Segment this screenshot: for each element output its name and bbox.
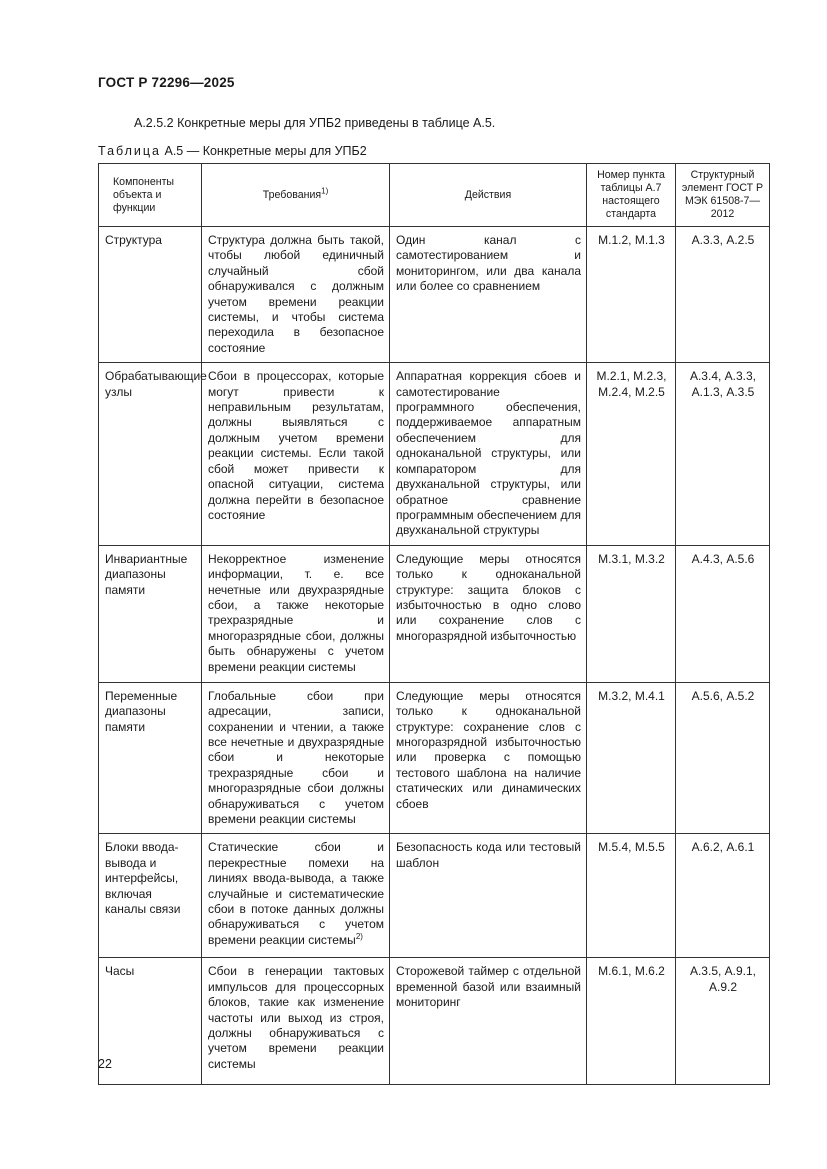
cell-clause: М.6.1, М.6.2	[587, 958, 676, 1085]
cell-component: Структура	[99, 227, 202, 363]
table-row	[99, 545, 770, 682]
measures-table	[98, 163, 770, 1085]
cell-clause: М.5.4, М.5.5	[587, 834, 676, 958]
cell-requirement: Сбои в процессорах, которые могут привести к неправильным результатам, должны выявляться с должным учетом времени реакции системы. Если такой сбой может привести к опасной ситуации, система должна перейти в безопасное состояние	[202, 363, 390, 545]
footnote-marker: 2)	[355, 931, 363, 941]
table-row	[99, 227, 770, 363]
cell-action: Следующие меры относятся только к одноканальной структуре: сохранение слов с многоразрядной избыточностью или проверка с помощью тестового шаблона на наличие статических или динамических сбоев	[390, 682, 587, 834]
document-code: ГОСТ Р 72296—2025	[98, 75, 235, 90]
intro-paragraph: А.2.5.2 Конкретные меры для УПБ2 приведены в таблице А.5.	[134, 116, 496, 130]
requirement-text: Статические сбои и перекрестные помехи на линиях ввода-вывода, а также случайные и систематические сбои в потоке данных должны обнаруживаться с учетом времени реакции системы	[208, 840, 384, 947]
page-number: 22	[98, 1057, 112, 1071]
cell-requirement: Структура должна быть такой, чтобы любой единичный случайный сбой обнаруживался с должным учетом времени реакции системы, и чтобы система переходила в безопасное состояние	[202, 227, 390, 363]
cell-action: Один канал с самотестированием и мониторингом, или два канала или более со сравнением	[390, 227, 587, 363]
cell-element: А.6.2, А.6.1	[676, 834, 770, 958]
cell-action: Безопасность кода или тестовый шаблон	[390, 834, 587, 958]
cell-requirement: Сбои в генерации тактовых импульсов для процессорных блоков, такие как изменение частоты или выход из строя, должны обнаруживаться с учетом времени реакции системы	[202, 958, 390, 1085]
table-row	[99, 682, 770, 834]
cell-clause: М.3.2, М.4.1	[587, 682, 676, 834]
cell-clause: М.3.1, М.3.2	[587, 545, 676, 682]
table-row	[99, 363, 770, 545]
caption-word: Таблица	[98, 144, 162, 158]
cell-clause: М.1.2, М.1.3	[587, 227, 676, 363]
footnote-marker: 1)	[321, 185, 329, 195]
cell-element: А.5.6, А.5.2	[676, 682, 770, 834]
cell-component: Блоки ввода-вывода и интерфейсы, включая каналы связи	[99, 834, 202, 958]
header-actions: Действия	[390, 164, 587, 227]
header-structural-element: Структурный элемент ГОСТ Р МЭК 61508-7—2012	[676, 164, 770, 227]
cell-requirement: Некорректное изменение информации, т. е. все нечетные или двухразрядные сбои, а также некоторые трехразрядные и многоразрядные сбои, должны быть обнаружены с учетом времени реакции системы	[202, 545, 390, 682]
cell-element: А.3.3, А.2.5	[676, 227, 770, 363]
table-caption	[98, 144, 367, 158]
header-requirements-label: Требования	[262, 188, 322, 201]
cell-component: Переменные диапазоны памяти	[99, 682, 202, 834]
cell-clause: М.2.1, М.2.3, М.2.4, М.2.5	[587, 363, 676, 545]
cell-component: Инвариантные диапазоны памяти	[99, 545, 202, 682]
cell-action: Сторожевой таймер с отдельной временной базой или взаимный мониторинг	[390, 958, 587, 1085]
cell-element: А.4.3, А.5.6	[676, 545, 770, 682]
table-row	[99, 834, 770, 958]
header-requirements	[202, 164, 390, 227]
header-clause-no: Номер пункта таблицы А.7 настоящего стандарта	[587, 164, 676, 227]
cell-action: Аппаратная коррекция сбоев и самотестирование программного обеспечения, поддерживаемое аппаратным обеспечением для одноканальной структуры, или компаратором для двухканальной структуры, или обратное сравнение программным обеспечением для двухканальной структуры	[390, 363, 587, 545]
cell-component: Обрабатывающие узлы	[99, 363, 202, 545]
cell-requirement: Глобальные сбои при адресации, записи, сохранении и чтении, а также все нечетные и двухразрядные сбои и некоторые трехразрядные сбои и многоразрядные сбои должны обнаруживаться с учетом времени реакции системы	[202, 682, 390, 834]
cell-action: Следующие меры относятся только к одноканальной структуре: защита блоков с избыточностью в одно слово или сохранение слов с многоразрядной избыточностью	[390, 545, 587, 682]
cell-element: А.3.5, А.9.1, А.9.2	[676, 958, 770, 1085]
cell-requirement	[202, 834, 390, 958]
table-header-row	[99, 164, 770, 227]
table-row	[99, 958, 770, 1085]
header-components: Компоненты объекта и функции	[99, 164, 202, 227]
caption-title: А.5 — Конкретные меры для УПБ2	[161, 144, 367, 158]
cell-element: А.3.4, А.3.3, А.1.3, А.3.5	[676, 363, 770, 545]
cell-component: Часы	[99, 958, 202, 1085]
